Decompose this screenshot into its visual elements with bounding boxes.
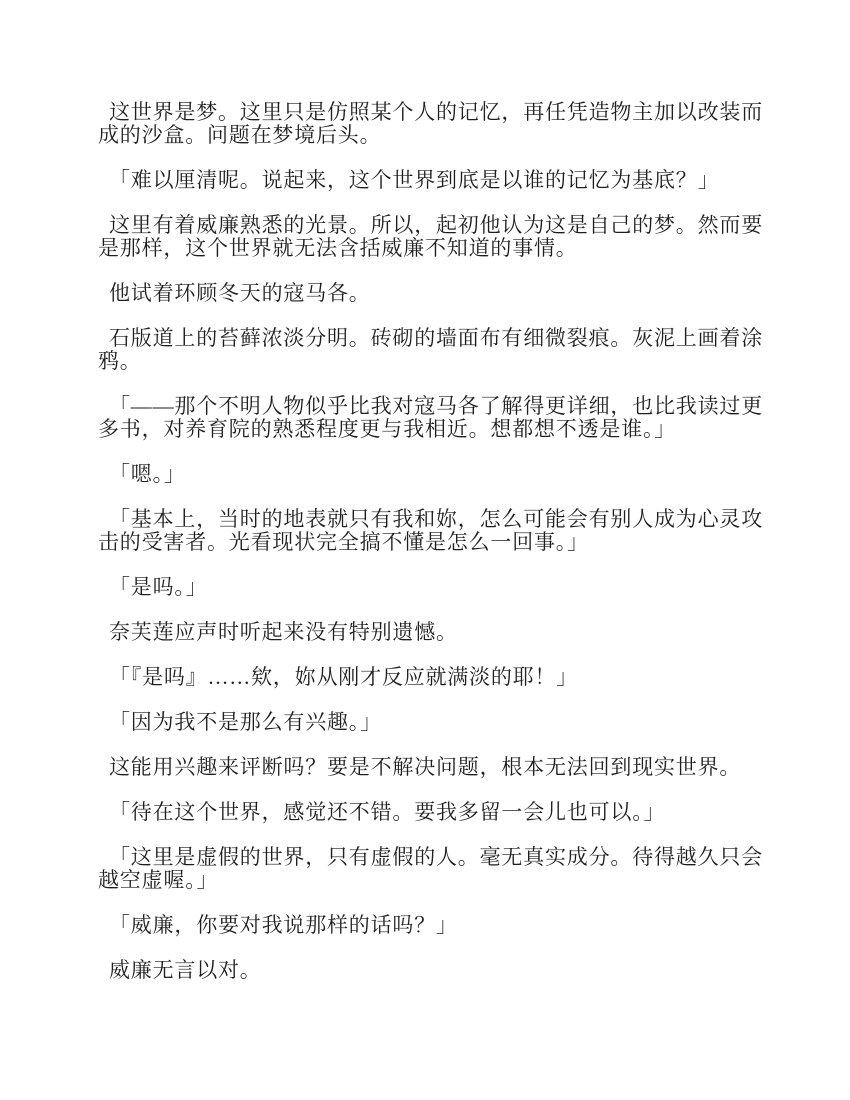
paragraph-dialogue: 「基本上，当时的地表就只有我和妳，怎么可能会有别人成为心灵攻击的受害者。光看现状完全搞不懂是怎么一回事。」 — [98, 507, 763, 554]
paragraph-narration: 这里有着威廉熟悉的光景。所以，起初他认为这是自己的梦。然而要是那样，这个世界就无法含括威廉不知道的事情。 — [98, 213, 763, 260]
paragraph-dialogue: 「——那个不明人物似乎比我对寇马各了解得更详细，也比我读过更多书，对养育院的熟悉程度更与我相近。想都想不透是谁。」 — [98, 394, 763, 441]
paragraph-dialogue: 「是吗。」 — [109, 575, 208, 599]
paragraph-narration: 他试着环顾冬天的寇马各。 — [109, 281, 371, 305]
paragraph-narration: 奈芙莲应声时听起来没有特别遗憾。 — [109, 620, 458, 644]
paragraph-dialogue: 「难以厘清呢。说起来，这个世界到底是以谁的记忆为基底？」 — [109, 168, 720, 192]
paragraph-narration: 石版道上的苔藓浓淡分明。砖砌的墙面布有细微裂痕。灰泥上画着涂鸦。 — [98, 326, 763, 373]
paragraph-dialogue: 「『是吗』……欸，妳从刚才反应就满淡的耶！」 — [109, 665, 579, 689]
paragraph-dialogue: 「这里是虚假的世界，只有虚假的人。毫无真实成分。待得越久只会越空虚喔。」 — [98, 845, 763, 892]
paragraph-dialogue: 「待在这个世界，感觉还不错。要我多留一会儿也可以。」 — [109, 800, 666, 824]
novel-text-page — [98, 101, 765, 982]
paragraph-dialogue: 「因为我不是那么有兴趣。」 — [109, 710, 382, 734]
paragraph-narration: 这能用兴趣来评断吗？要是不解决问题，根本无法回到现实世界。 — [109, 755, 742, 779]
paragraph-dialogue: 「嗯。」 — [109, 462, 186, 486]
paragraph-narration: 威廉无言以对。 — [109, 958, 262, 982]
paragraph-dialogue: 「威廉，你要对我说那样的话吗？」 — [109, 913, 458, 937]
paragraph-narration: 这世界是梦。这里只是仿照某个人的记忆，再任凭造物主加以改装而成的沙盒。问题在梦境后头。 — [98, 100, 763, 147]
